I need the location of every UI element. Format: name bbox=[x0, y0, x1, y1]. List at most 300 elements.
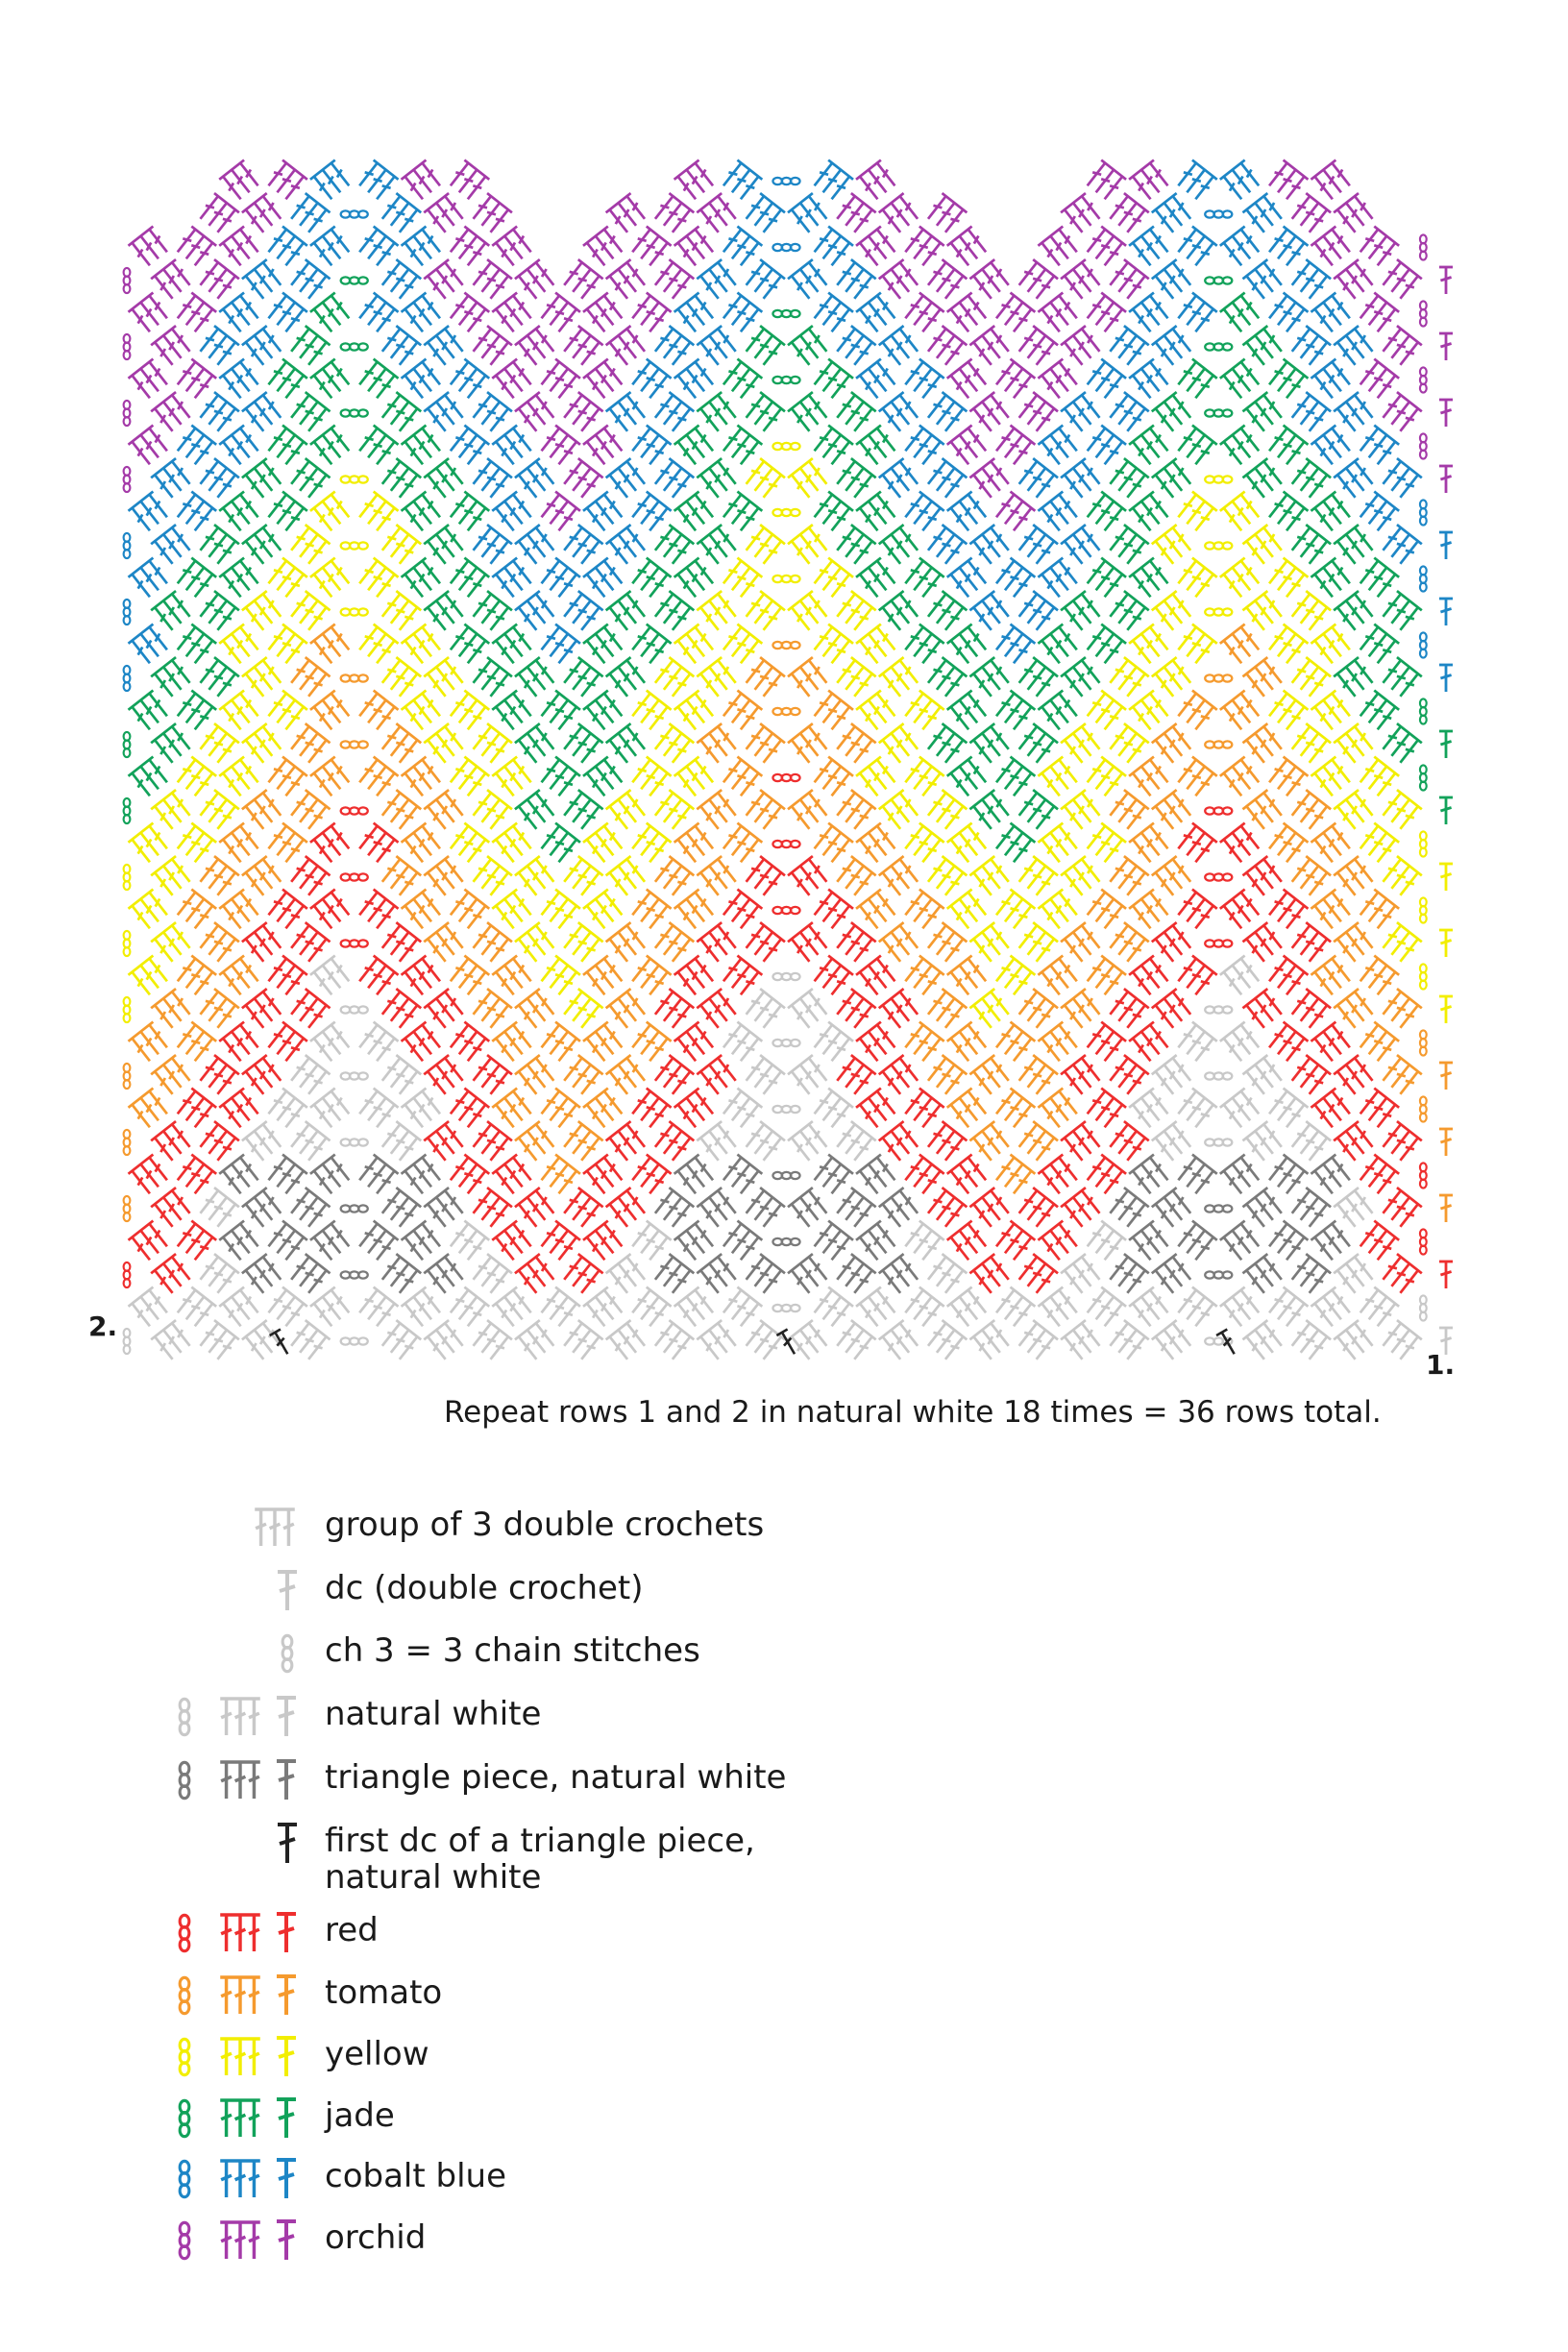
group-mark bbox=[1357, 558, 1399, 600]
group-mark bbox=[743, 1121, 785, 1164]
group-mark bbox=[1061, 326, 1103, 368]
group-mark bbox=[242, 525, 284, 567]
group-mark bbox=[1220, 757, 1262, 799]
group-mark bbox=[1061, 392, 1103, 434]
group-mark bbox=[1152, 723, 1194, 766]
group-mark bbox=[901, 558, 943, 600]
group-mark bbox=[674, 1221, 717, 1263]
group-mark bbox=[720, 757, 762, 799]
group-mark bbox=[856, 757, 898, 799]
group-mark bbox=[1265, 625, 1308, 667]
group-mark bbox=[1220, 426, 1262, 468]
group-mark bbox=[151, 1254, 193, 1296]
group-mark bbox=[310, 1022, 353, 1065]
group-mark bbox=[1106, 259, 1148, 302]
chain-mark bbox=[772, 1305, 799, 1311]
legend-label: first dc of a triangle piece, natural white bbox=[325, 1822, 755, 1897]
group-mark bbox=[402, 823, 444, 866]
legend-symbols bbox=[0, 1752, 317, 1809]
group-mark bbox=[1106, 1121, 1148, 1164]
group-mark bbox=[538, 492, 580, 534]
group-mark bbox=[1016, 723, 1058, 766]
group-mark bbox=[151, 856, 193, 898]
chain-mark bbox=[1420, 698, 1427, 723]
group-mark bbox=[197, 1055, 239, 1097]
group-mark bbox=[992, 492, 1035, 534]
group-mark bbox=[1129, 359, 1171, 402]
group-mark bbox=[492, 293, 534, 335]
group-mark bbox=[1038, 1221, 1080, 1263]
group-mark bbox=[628, 558, 671, 600]
group-mark bbox=[628, 625, 671, 667]
legend-symbols bbox=[0, 1625, 317, 1682]
group-mark bbox=[969, 657, 1012, 699]
group-mark bbox=[1220, 1287, 1262, 1330]
group-mark bbox=[424, 326, 466, 368]
group-mark bbox=[720, 1221, 762, 1263]
group-mark bbox=[969, 723, 1012, 766]
chain-symbol-icon bbox=[180, 1977, 189, 2013]
group-mark bbox=[856, 492, 898, 534]
group-mark bbox=[947, 1022, 990, 1065]
group-mark bbox=[310, 757, 353, 799]
group-mark bbox=[470, 1055, 512, 1097]
chain-mark bbox=[341, 277, 368, 283]
group-mark bbox=[901, 956, 943, 998]
group-mark bbox=[424, 1121, 466, 1164]
group-mark bbox=[492, 823, 534, 866]
group-mark bbox=[606, 193, 649, 235]
group-mark bbox=[1061, 193, 1103, 235]
group-mark bbox=[969, 856, 1012, 898]
group-mark bbox=[1106, 989, 1148, 1031]
dc-symbol-icon bbox=[277, 2038, 296, 2076]
group-mark bbox=[1288, 193, 1331, 235]
group-mark bbox=[1016, 1188, 1058, 1230]
group-mark bbox=[1174, 1155, 1216, 1197]
group-mark bbox=[674, 1155, 717, 1197]
group-mark bbox=[560, 1320, 602, 1362]
group-mark bbox=[242, 1254, 284, 1296]
group-mark bbox=[901, 691, 943, 733]
chain-mark bbox=[1420, 500, 1427, 525]
group-mark bbox=[470, 790, 512, 832]
group-mark bbox=[969, 1254, 1012, 1296]
group-mark bbox=[151, 458, 193, 501]
group-mark bbox=[879, 525, 921, 567]
group-mark bbox=[947, 757, 990, 799]
group-mark bbox=[197, 989, 239, 1031]
group-mark bbox=[674, 1089, 717, 1131]
chain-mark bbox=[772, 841, 799, 847]
group-mark bbox=[969, 326, 1012, 368]
group-mark bbox=[1061, 856, 1103, 898]
dc-mark bbox=[1439, 864, 1453, 891]
dc-symbol-icon bbox=[278, 1572, 297, 1610]
group-mark bbox=[197, 525, 239, 567]
group-mark bbox=[538, 890, 580, 932]
group-mark bbox=[1016, 1121, 1058, 1164]
group-mark bbox=[265, 691, 307, 733]
group-mark bbox=[901, 293, 943, 335]
group-mark bbox=[447, 1221, 489, 1263]
group-mark bbox=[1357, 293, 1399, 335]
group-mark bbox=[583, 625, 625, 667]
group-mark bbox=[310, 359, 353, 402]
chain-mark bbox=[1420, 301, 1427, 326]
group-mark bbox=[129, 1221, 171, 1263]
group-mark bbox=[379, 856, 421, 898]
group-mark bbox=[242, 259, 284, 302]
group-mark bbox=[265, 426, 307, 468]
group-mark bbox=[1379, 1254, 1421, 1296]
group-mark bbox=[1038, 293, 1080, 335]
group-mark bbox=[402, 426, 444, 468]
legend-label: yellow bbox=[325, 2035, 429, 2073]
group-mark bbox=[1174, 1287, 1216, 1330]
group-mark bbox=[1152, 657, 1194, 699]
group-mark bbox=[811, 823, 853, 866]
group-mark bbox=[1379, 723, 1421, 766]
group-mark bbox=[1038, 890, 1080, 932]
chain-mark bbox=[1205, 343, 1232, 350]
group-mark bbox=[924, 1320, 967, 1362]
group-mark bbox=[583, 890, 625, 932]
chain-mark bbox=[772, 443, 799, 450]
group-mark bbox=[947, 1287, 990, 1330]
group-mark bbox=[1334, 193, 1376, 235]
group-mark bbox=[538, 823, 580, 866]
dc-mark bbox=[1439, 466, 1453, 493]
group-mark bbox=[1038, 558, 1080, 600]
group-mark bbox=[697, 657, 739, 699]
group-mark bbox=[538, 625, 580, 667]
group-mark bbox=[1061, 259, 1103, 302]
group-mark bbox=[402, 757, 444, 799]
group-mark bbox=[947, 1089, 990, 1131]
group-mark bbox=[606, 259, 649, 302]
group-mark bbox=[1357, 1221, 1399, 1263]
legend-symbols bbox=[0, 2150, 317, 2208]
dc-symbol-icon bbox=[277, 1914, 296, 1952]
group-mark bbox=[833, 1121, 875, 1164]
chain-mark bbox=[772, 1106, 799, 1113]
group-mark bbox=[515, 1320, 557, 1362]
group-mark bbox=[1288, 989, 1331, 1031]
group-mark bbox=[219, 558, 261, 600]
group-mark bbox=[583, 293, 625, 335]
group-mark bbox=[1334, 326, 1376, 368]
group-mark bbox=[811, 691, 853, 733]
group-mark bbox=[901, 1287, 943, 1330]
group-mark bbox=[628, 1022, 671, 1065]
chain-mark bbox=[1205, 1139, 1232, 1145]
group-mark bbox=[492, 890, 534, 932]
group-mark bbox=[1152, 259, 1194, 302]
group-mark bbox=[379, 922, 421, 965]
group-mark bbox=[310, 160, 353, 203]
group-mark bbox=[355, 1022, 398, 1065]
group-mark bbox=[424, 259, 466, 302]
group-mark bbox=[811, 1287, 853, 1330]
group-mark bbox=[174, 359, 216, 402]
group-mark bbox=[287, 392, 330, 434]
group-mark bbox=[379, 1055, 421, 1097]
group-mark bbox=[1288, 723, 1331, 766]
chain-mark bbox=[772, 1040, 799, 1046]
group-mark bbox=[379, 259, 421, 302]
group-mark bbox=[628, 359, 671, 402]
group-mark bbox=[1129, 757, 1171, 799]
group-mark bbox=[1084, 625, 1126, 667]
group-mark bbox=[470, 657, 512, 699]
group-mark bbox=[1106, 922, 1148, 965]
group-mark bbox=[743, 657, 785, 699]
group-mark bbox=[1379, 392, 1421, 434]
group-mark bbox=[788, 1320, 830, 1362]
group-mark bbox=[1288, 591, 1331, 633]
group-mark bbox=[833, 1188, 875, 1230]
chain-mark bbox=[1205, 409, 1232, 416]
group-mark bbox=[606, 392, 649, 434]
group-mark bbox=[1265, 757, 1308, 799]
group-mark bbox=[1016, 856, 1058, 898]
group-mark bbox=[1265, 890, 1308, 932]
group-mark bbox=[1084, 492, 1126, 534]
group-mark bbox=[1265, 823, 1308, 866]
group-mark bbox=[969, 392, 1012, 434]
repeat-note: Repeat rows 1 and 2 in natural white 18 times = 36 rows total. bbox=[444, 1395, 1382, 1430]
chain-symbol-icon bbox=[180, 2100, 189, 2136]
group-mark bbox=[947, 359, 990, 402]
group-mark bbox=[265, 558, 307, 600]
group-mark bbox=[1311, 1089, 1353, 1131]
legend-item bbox=[0, 1688, 1568, 1746]
group-mark bbox=[379, 326, 421, 368]
group-mark bbox=[947, 1221, 990, 1263]
chain-mark bbox=[124, 798, 131, 823]
chain-mark bbox=[341, 1205, 368, 1212]
group-mark bbox=[1220, 956, 1262, 998]
group-mark bbox=[1311, 1155, 1353, 1197]
group-mark bbox=[1038, 625, 1080, 667]
group-mark bbox=[242, 723, 284, 766]
group-mark bbox=[720, 691, 762, 733]
group-mark bbox=[310, 1221, 353, 1263]
group-mark bbox=[1152, 1188, 1194, 1230]
group-mark bbox=[492, 625, 534, 667]
group-mark bbox=[947, 426, 990, 468]
chain-mark bbox=[124, 865, 131, 890]
group-mark bbox=[1129, 823, 1171, 866]
group-mark bbox=[1311, 293, 1353, 335]
group-mark bbox=[788, 591, 830, 633]
group-mark bbox=[651, 989, 694, 1031]
group-mark bbox=[924, 458, 967, 501]
group-mark bbox=[129, 625, 171, 667]
group-mark bbox=[583, 823, 625, 866]
group-mark bbox=[447, 426, 489, 468]
legend-symbols bbox=[0, 2090, 317, 2147]
group-mark bbox=[355, 492, 398, 534]
group-mark bbox=[1242, 1188, 1285, 1230]
chain-mark bbox=[772, 244, 799, 251]
group-mark bbox=[265, 1287, 307, 1330]
group-mark bbox=[1152, 193, 1194, 235]
group-mark bbox=[833, 790, 875, 832]
group-mark bbox=[811, 492, 853, 534]
group-mark bbox=[788, 922, 830, 965]
group-mark bbox=[355, 691, 398, 733]
group-mark bbox=[1220, 1022, 1262, 1065]
group-mark bbox=[1084, 558, 1126, 600]
group-mark bbox=[265, 160, 307, 203]
group-mark bbox=[560, 856, 602, 898]
group-mark bbox=[856, 1287, 898, 1330]
group-mark bbox=[310, 426, 353, 468]
group-mark bbox=[174, 1287, 216, 1330]
group-mark bbox=[628, 227, 671, 269]
chain-mark bbox=[341, 1072, 368, 1079]
group-mark bbox=[1129, 227, 1171, 269]
group-mark bbox=[1334, 1121, 1376, 1164]
group-mark bbox=[674, 426, 717, 468]
chain-mark bbox=[1420, 765, 1427, 790]
chain-mark bbox=[1205, 873, 1232, 880]
group-mark bbox=[879, 1055, 921, 1097]
legend-label: jade bbox=[325, 2096, 395, 2135]
group-mark bbox=[1220, 492, 1262, 534]
group-mark bbox=[515, 723, 557, 766]
group-mark bbox=[628, 823, 671, 866]
group-mark bbox=[606, 1188, 649, 1230]
group-mark bbox=[129, 823, 171, 866]
group-mark bbox=[1334, 790, 1376, 832]
group-mark bbox=[1288, 326, 1331, 368]
chain-mark bbox=[1420, 1295, 1427, 1320]
group-mark bbox=[628, 956, 671, 998]
group-mark bbox=[1311, 426, 1353, 468]
group-mark bbox=[197, 392, 239, 434]
group-mark bbox=[788, 458, 830, 501]
group-mark bbox=[743, 790, 785, 832]
group-mark bbox=[287, 259, 330, 302]
group-mark bbox=[287, 1121, 330, 1164]
group-mark bbox=[811, 956, 853, 998]
group-mark bbox=[355, 293, 398, 335]
group-mark bbox=[515, 591, 557, 633]
group-mark bbox=[402, 625, 444, 667]
group-mark bbox=[560, 1254, 602, 1296]
group-mark bbox=[492, 1089, 534, 1131]
chain-mark bbox=[1420, 433, 1427, 458]
group-mark bbox=[219, 227, 261, 269]
chain-mark bbox=[124, 467, 131, 492]
group-mark bbox=[1311, 823, 1353, 866]
group-mark bbox=[447, 691, 489, 733]
group-mark bbox=[651, 790, 694, 832]
group-mark bbox=[402, 1287, 444, 1330]
group-mark bbox=[492, 227, 534, 269]
group-mark bbox=[833, 856, 875, 898]
group-mark bbox=[606, 657, 649, 699]
group-mark bbox=[583, 1221, 625, 1263]
group-mark bbox=[697, 1254, 739, 1296]
chain-mark bbox=[772, 642, 799, 649]
group-mark bbox=[720, 492, 762, 534]
group-mark bbox=[402, 1089, 444, 1131]
chain-mark bbox=[772, 1238, 799, 1245]
group-mark bbox=[219, 1022, 261, 1065]
chain-symbol-icon bbox=[180, 1699, 189, 1734]
group-mark bbox=[447, 823, 489, 866]
group-mark bbox=[492, 1155, 534, 1197]
group-mark bbox=[1334, 1188, 1376, 1230]
group-mark bbox=[1061, 657, 1103, 699]
group-mark bbox=[492, 956, 534, 998]
group-mark bbox=[651, 856, 694, 898]
group-mark bbox=[174, 890, 216, 932]
group-mark bbox=[402, 227, 444, 269]
group-mark bbox=[651, 591, 694, 633]
group-mark bbox=[355, 1221, 398, 1263]
dc-symbol-icon bbox=[277, 2160, 296, 2198]
group-mark bbox=[992, 625, 1035, 667]
dc-mark bbox=[1439, 400, 1453, 427]
legend-item bbox=[0, 1815, 1568, 1897]
group-mark bbox=[287, 1254, 330, 1296]
group-mark bbox=[560, 1188, 602, 1230]
chain-mark bbox=[124, 533, 131, 558]
group-mark bbox=[151, 259, 193, 302]
group-mark bbox=[628, 293, 671, 335]
group-mark bbox=[470, 392, 512, 434]
chain-mark bbox=[1205, 807, 1232, 814]
group-mark bbox=[447, 956, 489, 998]
group-mark bbox=[1129, 1287, 1171, 1330]
group-mark bbox=[1084, 1221, 1126, 1263]
group-mark bbox=[924, 790, 967, 832]
chain-mark bbox=[1205, 277, 1232, 283]
group-mark bbox=[447, 1287, 489, 1330]
group-mark bbox=[651, 458, 694, 501]
group-mark bbox=[1242, 1320, 1285, 1362]
group-mark bbox=[1174, 625, 1216, 667]
group-mark bbox=[447, 293, 489, 335]
group-mark bbox=[674, 757, 717, 799]
group-mark bbox=[901, 890, 943, 932]
group-mark bbox=[1152, 790, 1194, 832]
group-mark bbox=[1220, 823, 1262, 866]
group-mark bbox=[355, 1089, 398, 1131]
group-mark bbox=[879, 790, 921, 832]
group-symbol-icon bbox=[220, 2100, 260, 2137]
chain-mark bbox=[341, 807, 368, 814]
group-mark bbox=[287, 657, 330, 699]
group-mark bbox=[129, 1155, 171, 1197]
group-mark bbox=[1061, 790, 1103, 832]
group-mark bbox=[492, 359, 534, 402]
group-mark bbox=[1334, 856, 1376, 898]
group-mark bbox=[856, 1221, 898, 1263]
group-mark bbox=[879, 657, 921, 699]
group-mark bbox=[242, 922, 284, 965]
chain-mark bbox=[1205, 1006, 1232, 1013]
group-mark bbox=[1242, 326, 1285, 368]
group-mark bbox=[379, 525, 421, 567]
group-mark bbox=[811, 625, 853, 667]
group-mark bbox=[1311, 1287, 1353, 1330]
